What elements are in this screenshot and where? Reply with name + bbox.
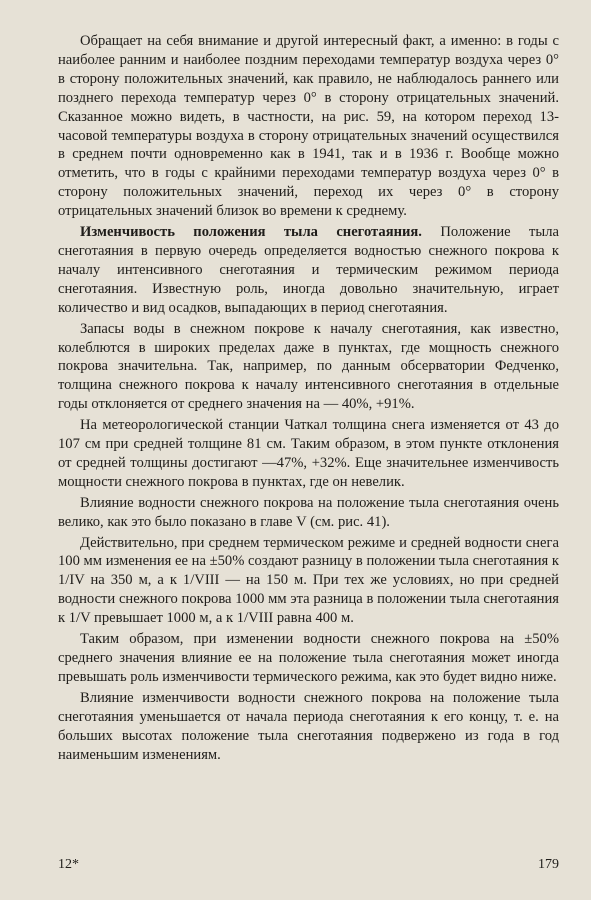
paragraph-6	[58, 534, 559, 629]
paragraph-4-text: На метеорологической станции Чаткал толщина снега изменяется от 43 до 107 см при средней толщине 81 см. Таким образом, в этом пункте отклонения от средней толщины достигают —47%, +32%. Еще значительнее изменчивость мощности снежного покрова в пунктах, где он невелик.	[58, 417, 559, 490]
paragraph-5	[58, 494, 559, 532]
page-number: 179	[538, 857, 559, 872]
paragraph-6-text: Действительно, при среднем термическом режиме и средней водности снега 100 мм изменения ее на ±50% создают разницу в положении тыла снеготаяния к 1/IV на 350 м, а к 1/VIII — на 150 м. При тех же условиях, но при средней водности снежного покрова 1000 мм эта разница в положении тыла снеготаяния к 1/V превышает 1000 м, а к 1/VIII равна 400 м.	[58, 534, 559, 627]
paragraph-7-text: Таким образом, при изменении водности снежного покрова на ±50% среднего значения влияние ее на положение тыла снеготаяния может иногда превышать роль изменчивости термического режима, как это будет видно ниже.	[58, 631, 559, 685]
paragraph-3	[58, 320, 559, 415]
paragraph-8	[58, 689, 559, 765]
paragraph-3-text: Запасы воды в снежном покрове к началу снеготаяния, как известно, колеблются в широких пределах даже в пунктах, где мощность снежного покрова значительна. Так, например, по данным обсерватории Федченко, толщина снежного покрова к началу интенсивного снеготаяния в отдельные годы отклоняется от среднего значения на — 40%, +91%.	[58, 320, 559, 413]
paragraph-2-text: Положение тыла снеготаяния в первую очередь определяется водностью снежного покрова к началу интенсивного снеготаяния и термическим режимом периода снеготаяния. Известную роль, иногда довольно значительную, играет количество и вид осадков, выпадающих в период снеготаяния.	[58, 224, 559, 316]
paragraph-2-heading: Изменчивость положения тыла снеготаяния.	[80, 224, 422, 241]
page-footer	[58, 857, 559, 877]
page-body	[58, 32, 559, 764]
paragraph-2	[58, 223, 559, 318]
paragraph-5-text: Влияние водности снежного покрова на положение тыла снеготаяния очень велико, как это было показано в главе V (см. рис. 41).	[58, 494, 559, 530]
printer-signature: 12*	[58, 857, 79, 872]
paragraph-8-text: Влияние изменчивости водности снежного покрова на положение тыла снеготаяния уменьшается от начала периода снеготаяния к его концу, т. е. на больших высотах положение тыла снеготаяния подвержено из года в год наименьшим изменениям.	[58, 689, 559, 763]
paragraph-1	[58, 32, 559, 221]
paragraph-4	[58, 416, 559, 492]
paragraph-1-text: Обращает на себя внимание и другой интересный факт, а именно: в годы с наиболее ранним и наиболее поздним переходами температур воздуха через 0° в сторону положительных значений, как правило, не наблюдалось раннего или позднего перехода температур через 0° в сторону отрицательных значений. Сказанное можно видеть, в частности, на рис. 59, на котором переход 13-часовой температуры воздуха в сторону отрицательных значений осуществился в среднем почти одновременно как в 1941, так и в 1936 г. Вообще можно отметить, что в годы с крайними переходами температур воздуха через 0° в сторону положительных значений, переход их через 0° в сторону отрицательных значений близок во времени к среднему.	[58, 33, 559, 220]
paragraph-7	[58, 630, 559, 687]
